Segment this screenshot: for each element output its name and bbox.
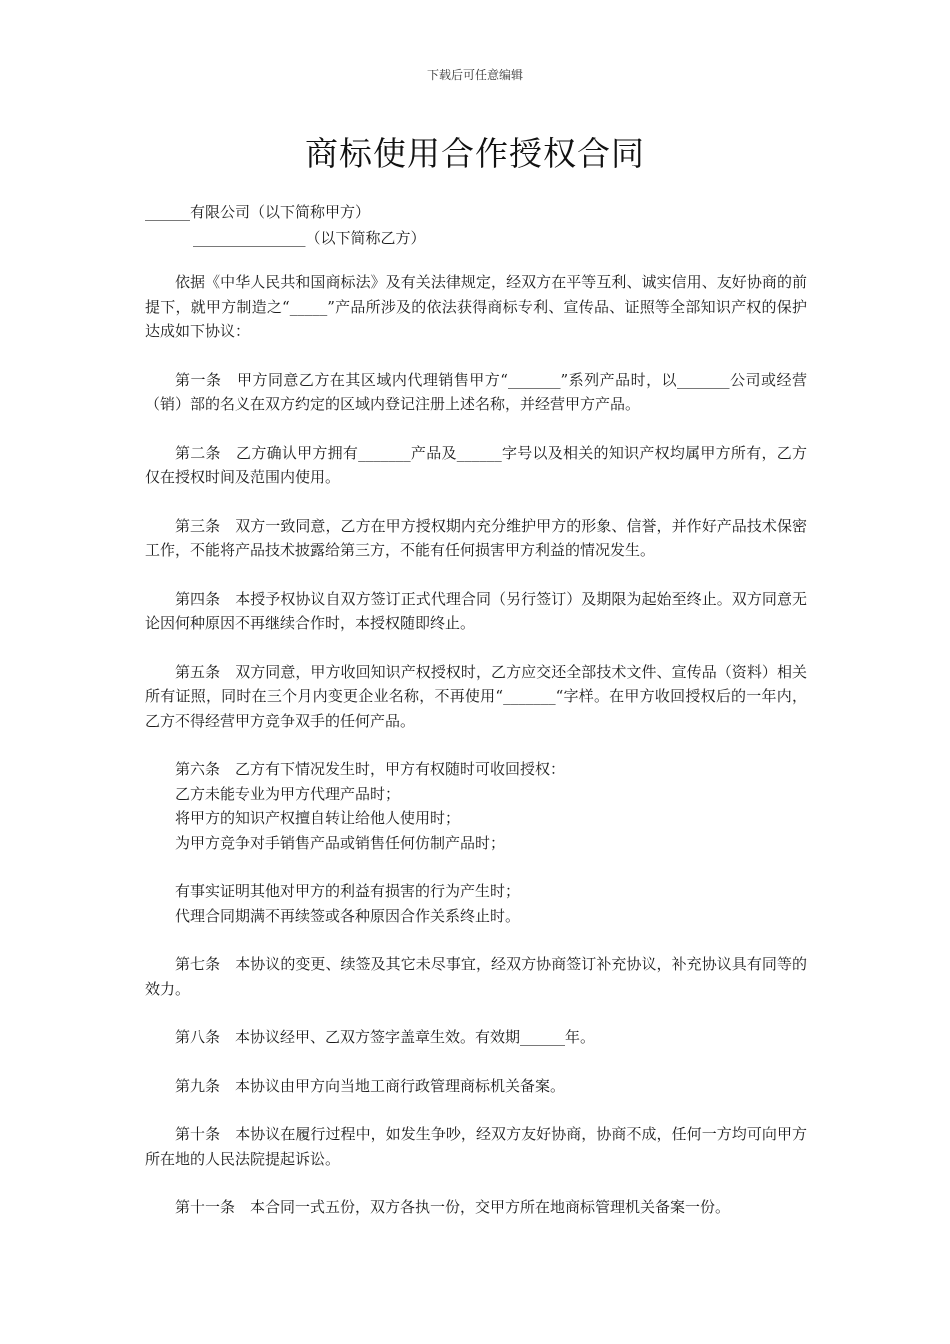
article-2: 第二条 乙方确认甲方拥有_______产品及______字号以及相关的知识产权均属甲方所有，乙方仅在授权时间及范围内使用。 [145,443,807,486]
article-8: 第八条 本协议经甲、乙双方签字盖章生效。有效期______年。 [175,1028,596,1046]
article-6-item: 将甲方的知识产权擅自转让给他人使用时； [175,809,461,827]
party-a-line: ______有限公司（以下简称甲方） [145,203,371,221]
article-1: 第一条 甲方同意乙方在其区域内代理销售甲方“_______”系列产品时，以_______公司或经营（销）部的名义在双方约定的区域内登记注册上述名称，并经营甲方产品。 [145,370,807,413]
article-4: 第四条 本授予权协议自双方签订正式代理合同（另行签订）及期限为起始至终止。双方同意无论因何种原因不再继续合作时，本授权随即终止。 [145,589,807,632]
article-6-item: 为甲方竞争对手销售产品或销售任何仿制产品时； [175,833,506,852]
preamble: 依据《中华人民共和国商标法》及有关法律规定，经双方在平等互利、诚实信用、友好协商的前提下，就甲方制造之“_____”产品所涉及的依法获得商标专利、宣传品、证照等全部知识产权的保护达成如下协议： [145,273,807,340]
article-6-intro: 第六条 乙方有下情况发生时，甲方有权随时可收回授权： [175,760,566,778]
party-b-line: _______________（以下简称乙方） [193,229,426,247]
article-6-item: 代理合同期满不再续签或各种原因合作关系终止时。 [175,906,521,925]
article-5: 第五条 双方同意，甲方收回知识产权授权时，乙方应交还全部技术文件、宣传品（资料）相关所有证照，同时在三个月内变更企业名称，不再使用“_______“字样。在甲方收回授权后的一年内，乙方不得经营甲方竞争双手的任何产品。 [145,662,807,730]
article-6 [145,757,807,855]
document-title: 商标使用合作授权合同 [305,134,645,173]
page-header: 下载后可任意编辑 [426,68,523,82]
article-9: 第九条 本协议由甲方向当地工商行政管理商标机关备案。 [175,1076,566,1095]
article-7: 第七条 本协议的变更、续签及其它未尽事宜，经双方协商签订补充协议，补充协议具有同等的效力。 [145,955,807,998]
article-10: 第十条 本协议在履行过程中，如发生争吵，经双方友好协商，协商不成，任何一方均可向甲方所在地的人民法院提起诉讼。 [145,1125,807,1168]
contract-body [145,270,807,1244]
article-6-item: 乙方未能专业为甲方代理产品时； [175,784,401,803]
article-6-item: 有事实证明其他对甲方的利益有损害的行为产生时； [175,882,521,900]
article-11: 第十一条 本合同一式五份，双方各执一份，交甲方所在地商标管理机关备案一份。 [175,1198,731,1216]
article-6-continued [145,879,807,928]
article-3: 第三条 双方一致同意，乙方在甲方授权期内充分维护甲方的形象、信誉，并作好产品技术保密工作，不能将产品技术披露给第三方，不能有任何损害甲方利益的情况发生。 [145,516,807,559]
